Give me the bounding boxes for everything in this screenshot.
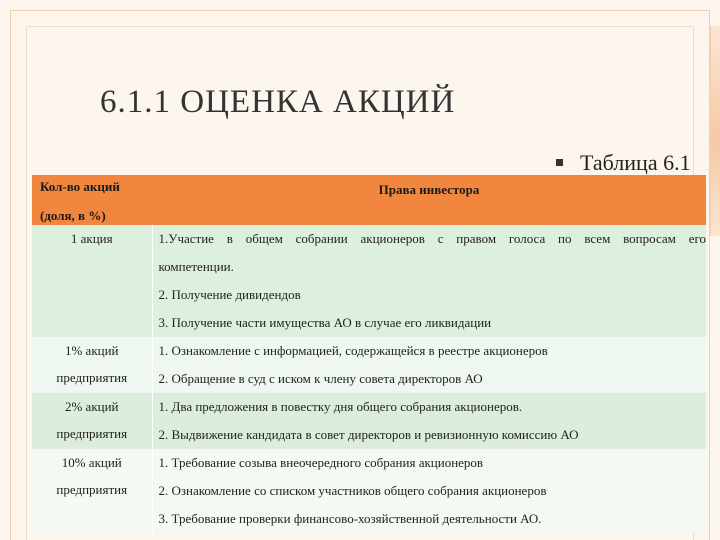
rights-line: 3. Получение части имущества АО в случае его ликвидации bbox=[158, 315, 492, 330]
quantity-text: 2% акций bbox=[64, 399, 119, 414]
rights-line: 3. Требование проверки финансово-хозяйственной деятельности АО. bbox=[158, 511, 542, 526]
table-caption bbox=[556, 150, 691, 176]
header-quantity-line2: (доля, в %) bbox=[40, 208, 106, 223]
table-row bbox=[32, 449, 706, 533]
bullet-icon bbox=[556, 159, 563, 166]
quantity-text: предприятия bbox=[56, 482, 128, 497]
table-header-row bbox=[32, 175, 706, 225]
quantity-text: 1 акция bbox=[70, 231, 113, 246]
rights-cell bbox=[152, 393, 706, 449]
rights-line: 2. Ознакомление со списком участников общего собрания акционеров bbox=[158, 483, 547, 498]
quantity-text: предприятия bbox=[56, 426, 128, 441]
quantity-cell bbox=[32, 393, 152, 449]
header-rights bbox=[152, 175, 706, 225]
quantity-cell bbox=[32, 337, 152, 393]
rights-line: 2. Обращение в суд с иском к члену совета директоров АО bbox=[158, 371, 483, 386]
quantity-text: 10% акций bbox=[61, 455, 122, 470]
header-quantity-line1: Кол-во акций bbox=[40, 179, 120, 194]
quantity-cell bbox=[32, 225, 152, 337]
rights-line: 1.Участие в общем собрании акционеров с правом голоса по всем вопросам его bbox=[158, 231, 706, 246]
table-row bbox=[32, 393, 706, 449]
slide-title: 6.1.1 ОЦЕНКА АКЦИЙ bbox=[100, 84, 456, 120]
rights-line: 2. Выдвижение кандидата в совет директоров и ревизионную комиссию АО bbox=[158, 427, 579, 442]
rights-line: компетенции. bbox=[158, 259, 234, 274]
quantity-cell bbox=[32, 449, 152, 533]
table-caption-text: Таблица 6.1 bbox=[580, 150, 691, 175]
table-row bbox=[32, 337, 706, 393]
quantity-text: предприятия bbox=[56, 370, 128, 385]
investor-rights-table bbox=[32, 175, 706, 533]
rights-cell bbox=[152, 337, 706, 393]
rights-line: 1. Требование созыва внеочередного собрания акционеров bbox=[158, 455, 484, 470]
header-rights-label: Права инвестора bbox=[378, 182, 480, 197]
header-quantity bbox=[32, 175, 152, 225]
rights-line: 1. Ознакомление с информацией, содержащейся в реестре акционеров bbox=[158, 343, 548, 358]
rights-line: 1. Два предложения в повестку дня общего собрания акционеров. bbox=[158, 399, 523, 414]
table-row bbox=[32, 225, 706, 337]
rights-cell bbox=[152, 449, 706, 533]
rights-cell bbox=[152, 225, 706, 337]
rights-line: 2. Получение дивидендов bbox=[158, 287, 301, 302]
quantity-text: 1% акций bbox=[64, 343, 119, 358]
slide-accent-bar bbox=[710, 26, 720, 236]
